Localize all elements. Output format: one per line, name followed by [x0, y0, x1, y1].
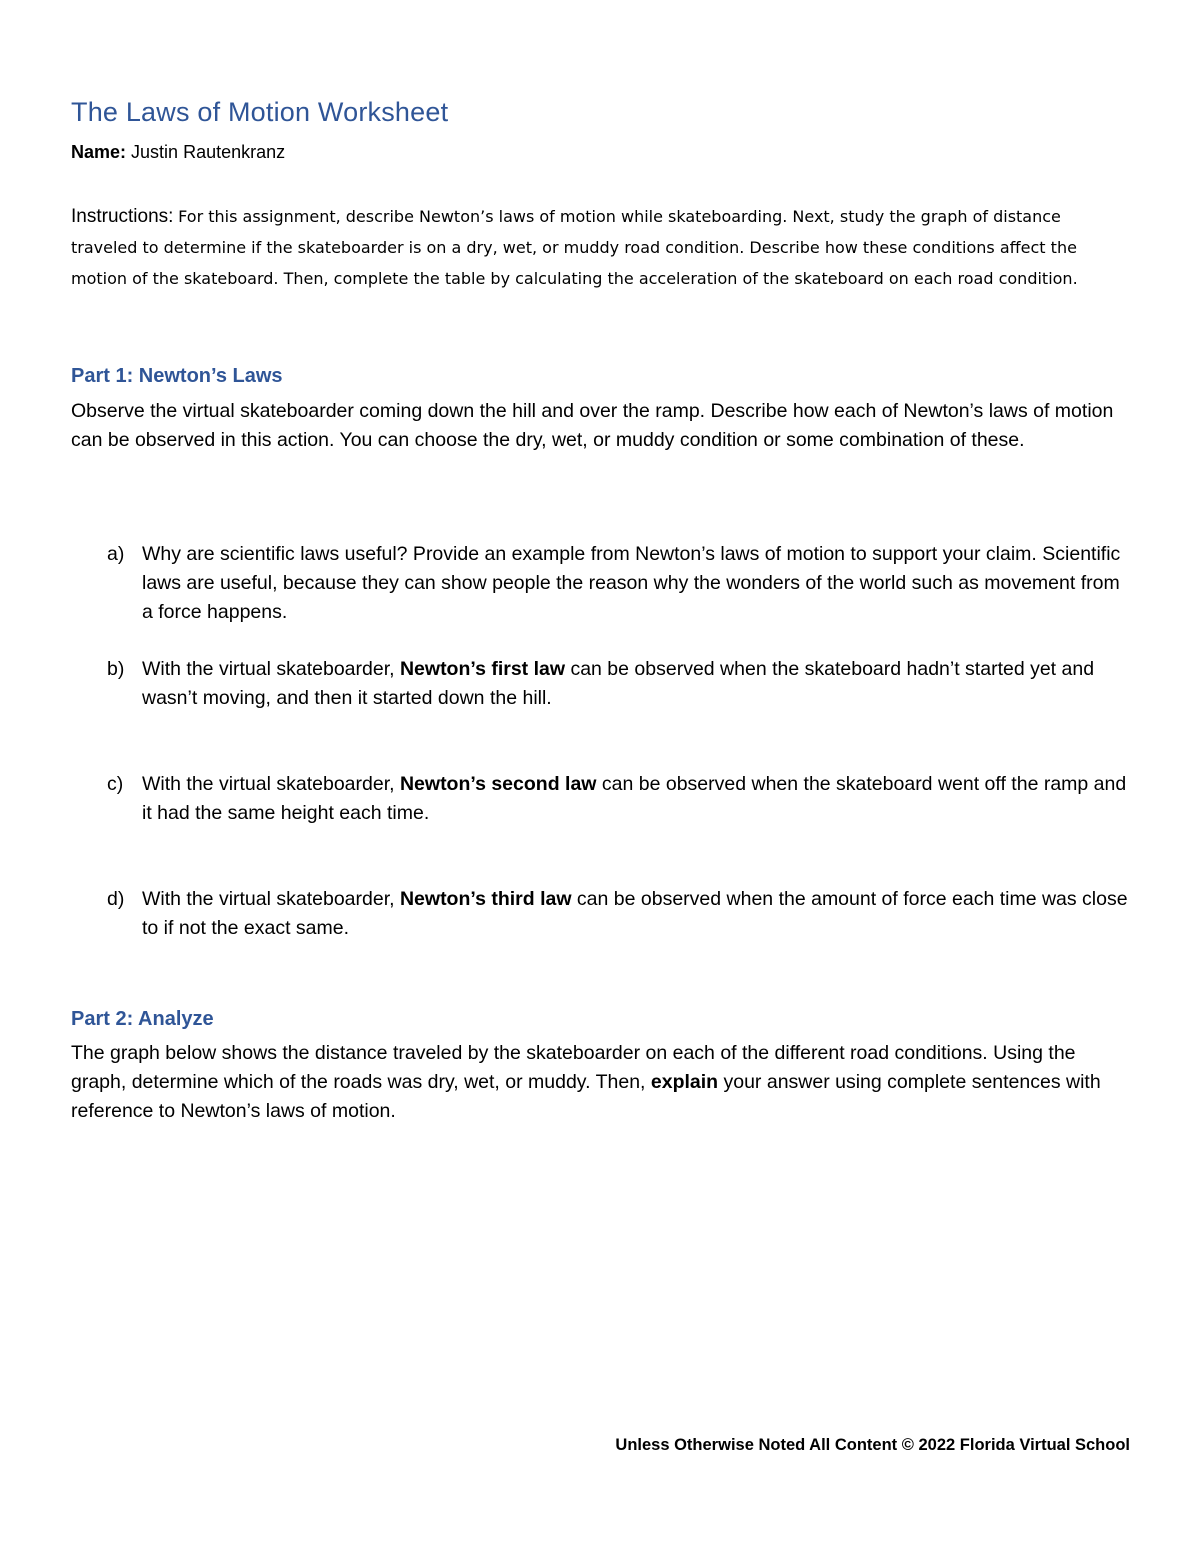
part2-text-bold: explain: [650, 1071, 719, 1093]
page-title: The Laws of Motion Worksheet: [71, 97, 449, 127]
answer-item-c: [107, 770, 1132, 828]
answer-prefix: With the virtual skateboarder,: [142, 658, 400, 680]
law-name: Newton’s third law: [399, 888, 572, 910]
answer-item-d: [107, 885, 1132, 943]
answer-text: [142, 885, 1132, 943]
copyright-footer: Unless Otherwise Noted All Content © 2022 Florida Virtual School: [615, 1436, 1130, 1454]
answer-item-a: [107, 540, 1132, 627]
part2-heading: Part 2: Analyze: [71, 1008, 214, 1030]
part2-text-before: The graph below shows the distance traveled by the skateboarder on each of the different road conditions. Using the graph, determine which of the roads was dry, wet, or muddy. Then,: [71, 1042, 1076, 1093]
law-name: Newton’s first law: [399, 658, 566, 680]
list-marker: a): [107, 543, 125, 565]
answer-text: [142, 655, 1132, 713]
answer-text: Why are scientific laws useful? Provide an example from Newton’s laws of motion to support your claim. Scientific laws are useful, because they can show people the reason why the wonders of the world such as movement from a force happens.: [142, 543, 1121, 623]
list-marker: b): [107, 658, 125, 680]
list-marker: d): [107, 888, 125, 910]
answer-item-b: [107, 655, 1132, 713]
name-label: Name:: [71, 142, 127, 162]
answer-prefix: With the virtual skateboarder,: [142, 888, 400, 910]
name-value: Justin Rautenkranz: [131, 142, 286, 162]
law-name: Newton’s second law: [399, 773, 597, 795]
instructions-paragraph: [71, 201, 1131, 294]
list-marker: c): [107, 773, 124, 795]
answer-suffix: can be observed when the skateboard went off the ramp and it had the same height each time.: [142, 773, 1127, 824]
part1-heading: Part 1: Newton’s Laws: [71, 365, 283, 387]
part2-text-after: your answer using complete sentences with reference to Newton’s laws of motion.: [71, 1071, 1101, 1122]
answer-suffix: can be observed when the amount of force each time was close to if not the exact same.: [142, 888, 1128, 939]
student-name-line: [71, 142, 285, 163]
answer-suffix: can be observed when the skateboard hadn’t started yet and wasn’t moving, and then it started down the hill.: [142, 658, 1095, 709]
part2-description: [71, 1039, 1131, 1126]
instructions-label: Instructions:: [71, 206, 174, 227]
answer-text: [142, 770, 1132, 828]
part1-description: Observe the virtual skateboarder coming down the hill and over the ramp. Describe how each of Newton’s laws of motion can be observed in this action. You can choose the dry, wet, or muddy condition or some combination of these.: [71, 400, 1114, 451]
instructions-text: For this assignment, describe Newton’s laws of motion while skateboarding. Next, study the graph of distance traveled to determine if the skateboarder is on a dry, wet, or muddy road condition. Describe how these conditions affect the motion of the skateboard. Then, complete the table by calculating the acceleration of the skateboard on each road condition.: [71, 207, 1078, 288]
answer-prefix: With the virtual skateboarder,: [142, 773, 400, 795]
